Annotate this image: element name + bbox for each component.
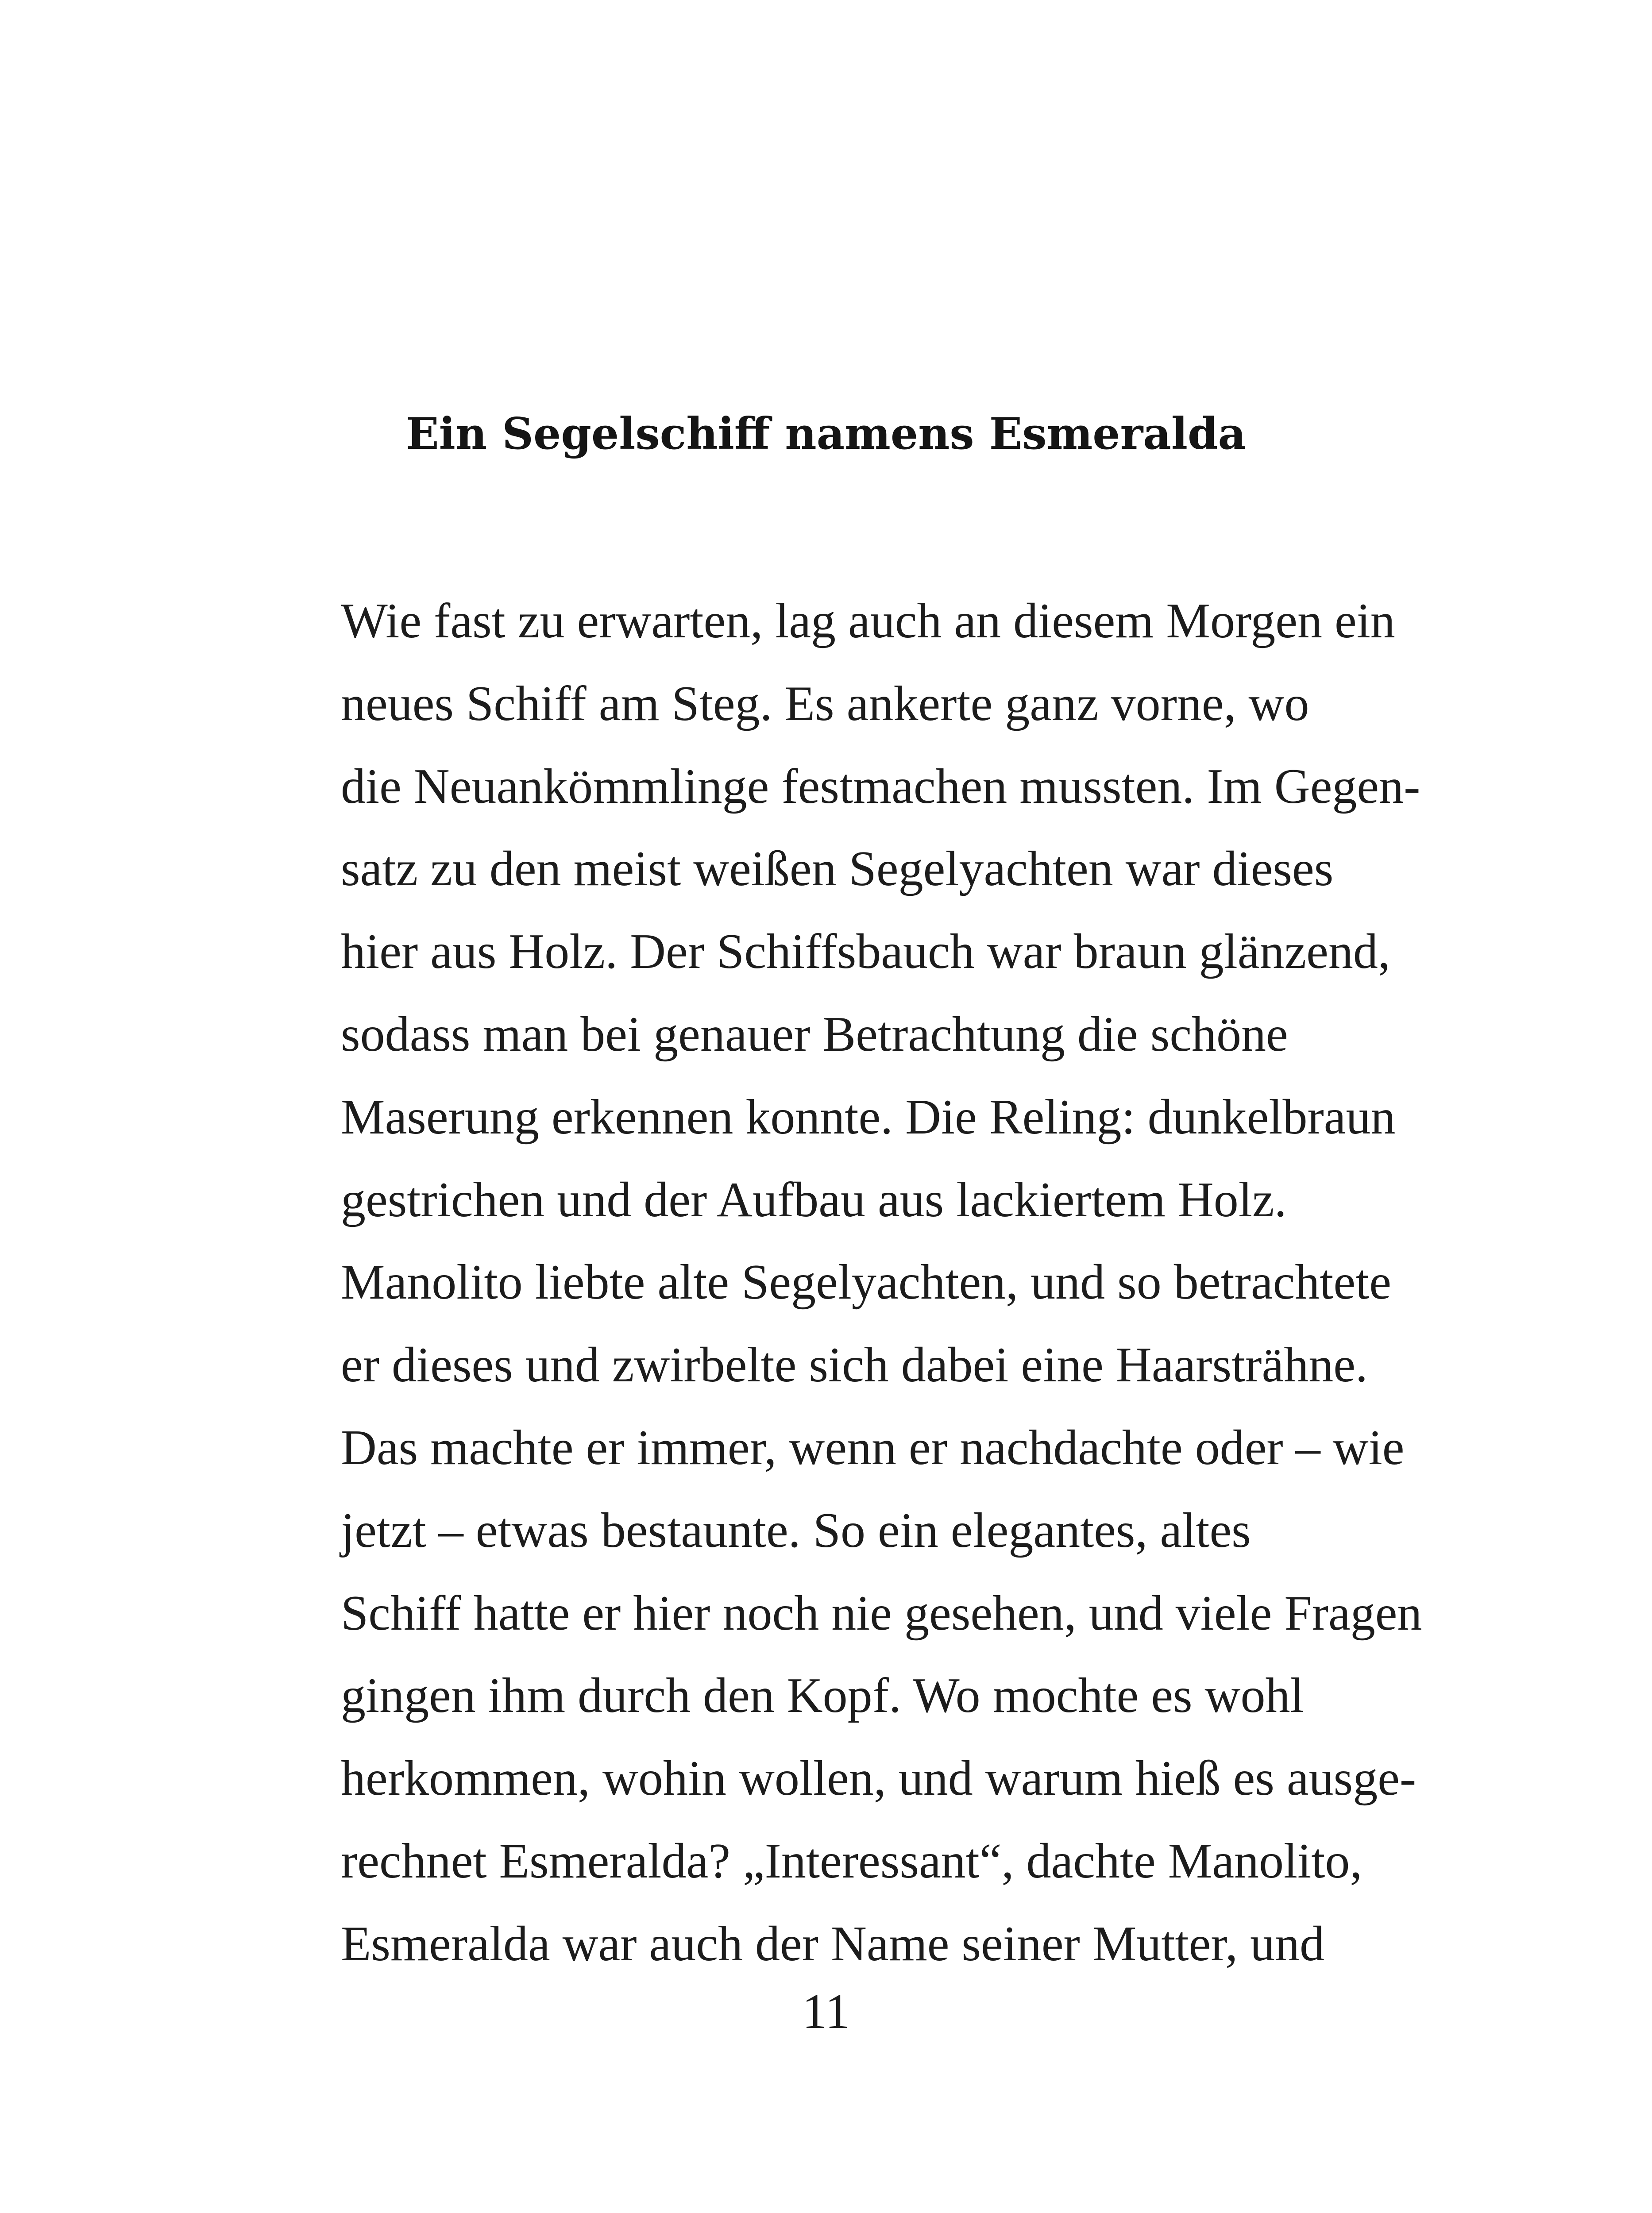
text-line: herkommen, wohin wollen, und warum hieß es ausge- <box>341 1751 1417 1806</box>
text-line: Schiff hatte er hier noch nie gesehen, und viele Fragen <box>341 1585 1422 1641</box>
page-number: 11 <box>802 1984 850 2039</box>
text-line: er dieses und zwirbelte sich dabei eine Haarsträhne. <box>341 1338 1368 1393</box>
text-line: Manolito liebte alte Segelyachten, und so betrachtete <box>341 1255 1391 1310</box>
chapter-title: Ein Segelschiff namens Esmeralda <box>405 408 1247 459</box>
text-line: neues Schiff am Steg. Es ankerte ganz vorne, wo <box>341 676 1309 731</box>
text-line: Maserung erkennen konnte. Die Reling: dunkelbraun <box>341 1089 1396 1145</box>
text-line: satz zu den meist weißen Segelyachten war dieses <box>341 841 1334 897</box>
text-line: Esmeralda war auch der Name seiner Mutter, und <box>341 1916 1325 1971</box>
text-line: gingen ihm durch den Kopf. Wo mochte es wohl <box>341 1668 1304 1723</box>
text-line: gestrichen und der Aufbau aus lackiertem Holz. <box>341 1172 1287 1227</box>
text-line: sodass man bei genauer Betrachtung die schöne <box>341 1006 1288 1062</box>
text-line: rechnet Esmeralda? „Interessant“, dachte Manolito, <box>341 1833 1363 1889</box>
text-line: die Neuankömmlinge festmachen mussten. Im Gegen- <box>341 759 1420 814</box>
text-line: jetzt – etwas bestaunte. So ein elegantes, altes <box>341 1503 1251 1558</box>
text-line: hier aus Holz. Der Schiffsbauch war braun glänzend, <box>341 924 1390 979</box>
chapter-body <box>341 580 1422 1986</box>
text-line: Das machte er immer, wenn er nachdachte oder – wie <box>341 1420 1405 1475</box>
text-line: Wie fast zu erwarten, lag auch an diesem Morgen ein <box>341 594 1395 648</box>
